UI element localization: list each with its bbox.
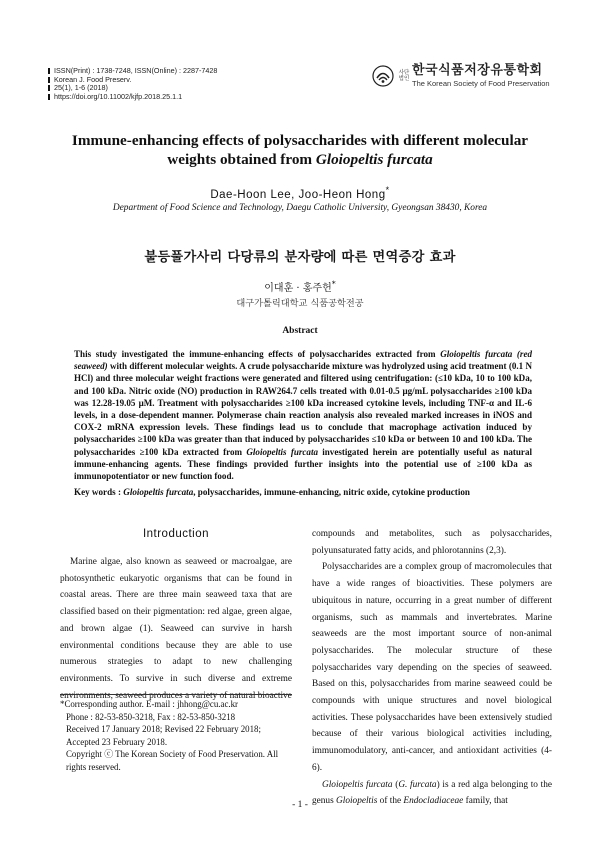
keywords-label: Key words :: [74, 487, 121, 497]
family-name: Endocladiaceae: [403, 796, 464, 807]
intro-paragraph-3: Polysaccharides are a complex group of macromolecules that have a wide ranges of bioactivities. These polymers are ubiquitous in nature, occurring in a great number of different organisms, such as mammals and invertebrates. Marine seaweeds are the most important source of non-animal polysaccharides. The molecular structure of these polysaccharides vary depending on the species of seaweed. Based on this, polysaccharides from marine seaweed could be compounds with unique structures and novel biological activities. These polysaccharides have been extensively studied because of their various biological activities including, immunomodulatory, anti-cancer, and antioxidant activities (4-6).: [312, 562, 552, 773]
logo-prefix: [398, 70, 410, 82]
paragraph-4-text-b: ) is a red alga belonging to the genus: [312, 779, 553, 807]
keywords-list: , polysaccharides, immune-enhancing, nitric oxide, cytokine production: [193, 487, 470, 497]
abstract-species-1: Gloiopeltis furcata (red seaweed): [74, 349, 532, 372]
affiliation: Department of Food Science and Technology, Daegu Catholic University, Gyeongsan 38430, Korea: [112, 203, 488, 213]
left-column: [60, 554, 292, 704]
abstract-part-2: with different molecular weights. A crude polysaccharide mixture was hydrolyzed using acid treatment (0.1 N HCl) and three molecular weight fractions were generated and filtered using centrifugation: (≤10 kDa, 10 to 100 kDa, and 100 kDa. Nitric oxide (NO) production in RAW264.7 cells treated with 0.01-0.5 μg/mL polysaccharides ≥100 kDa was 12.28-19.05 μM. Treatment with polysaccharides ≥100 kDa increased cytokine levels, including TNF-α and IL-6 levels, in a dose-dependent manner. Polymerase chain reaction analysis also revealed marked increases in iNOS and COX-2 mRNA expression levels. These findings lead us to conclude that macrophage activation induced by polysaccharides ≥100 kDa was greater than that induced by polysaccharides ≤10 kDa or between 10 and 100 kDa. The polysaccharides ≥100 kDa extracted from: [74, 361, 532, 457]
keyword-species: Gloiopeltis furcata: [123, 487, 194, 497]
species-name: Gloiopeltis furcata: [322, 779, 393, 790]
title-line-2-plain: weights obtained from: [167, 151, 316, 168]
introduction-heading: Introduction: [142, 528, 210, 540]
title-species: Gloiopeltis furcata: [315, 151, 433, 168]
korean-affiliation: 대구가톨릭대학교 식품공학전공: [236, 298, 364, 309]
paragraph-4-text-c: of the: [377, 796, 404, 807]
society-emblem-icon: [372, 65, 394, 87]
korean-corresponding-mark: *: [331, 279, 336, 289]
genus-name: Gloiopeltis: [336, 796, 378, 807]
phone-fax: Phone : 82-53-850-3218, Fax : 82-53-850-3218: [66, 711, 236, 722]
abstract-part-3: investigated herein are potentially useful as natural immune-enhancing agents. These findings provided further insights into the potential use of ≥100 kDa as immunopotentiator or new function food.: [74, 446, 532, 482]
title-line-1: Immune-enhancing effects of polysaccharides with different molecular: [71, 132, 529, 149]
abstract-part-1: This study investigated the immune-enhancing effects of polysaccharides extracted from: [74, 349, 441, 359]
paper-title: [60, 131, 540, 169]
intro-paragraph-1: Marine algae, also known as seaweed or macroalgae, are photosynthetic eukaryotic organisms that can be found in coastal areas. There are three main seaweed taxa that are classified based on their pigmentation: red algae, green algae, and brown algae (1). Seaweed can survive in harsh environmental conditions because they are able to use numerous strategies to adapt to new challenging environments. To survive in such diverse and extreme environments, seaweed produces a variety of natural bioactive: [60, 557, 292, 701]
abstract-body: [74, 348, 532, 482]
logo-prefix-top: 사단: [398, 70, 410, 76]
intro-paragraph-2: compounds and metabolites, such as polysaccharides, polyunsaturated fatty acids, and phlorotannins (2,3).: [312, 529, 552, 556]
issn-text: ISSN(Print) : 1738-7248, ISSN(Online) : 2287-7428: [54, 66, 218, 75]
paragraph-4-text-d: family, that: [463, 796, 508, 807]
society-logo: [372, 64, 550, 88]
korean-title: 불등풀가사리 다당류의 분자량에 따른 면역증강 효과: [144, 250, 456, 265]
author-names: Dae-Hoon Lee, Joo-Heon Hong: [210, 188, 386, 201]
keywords: [74, 487, 544, 497]
korean-authors: [0, 279, 600, 294]
title-line-2: [60, 150, 540, 169]
paragraph-4-text-a: (: [392, 779, 399, 790]
logo-text: [412, 64, 550, 88]
right-column: [312, 526, 552, 810]
abstract-heading: Abstract: [282, 326, 318, 336]
journal-meta: [48, 67, 217, 101]
logo-english: The Korean Society of Food Preservation: [412, 79, 550, 88]
authors: [0, 185, 600, 201]
korean-author-names: 이대훈 · 홍주헌: [264, 283, 332, 294]
doi-line: [48, 93, 217, 102]
corresponding-mark: *: [385, 185, 390, 195]
footnote-divider: [60, 694, 292, 695]
footnote: [60, 698, 292, 774]
page-number: - 1 -: [292, 800, 308, 810]
corresponding-author: *Corresponding author. E-mail : jhhong@cu.ac.kr: [60, 699, 238, 709]
logo-prefix-bottom: 법인: [398, 76, 410, 82]
volume-text: 25(1), 1-6 (2018): [54, 83, 108, 93]
copyright: Copyright ⓒ The Korean Society of Food Preservation. All rights reserved.: [66, 749, 279, 772]
journal-text: Korean J. Food Preserv.: [54, 74, 132, 84]
logo-korean: 한국식품저장유통학회: [412, 63, 543, 78]
received-dates: Received 17 January 2018; Revised 22 February 2018; Accepted 23 February 2018.: [66, 724, 261, 747]
species-abbrev: G. furcata: [398, 779, 437, 790]
doi-link[interactable]: https://doi.org/10.11002/kjfp.2018.25.1.1: [54, 91, 183, 101]
abstract-species-2: Gloiopeltis furcata: [246, 446, 318, 457]
